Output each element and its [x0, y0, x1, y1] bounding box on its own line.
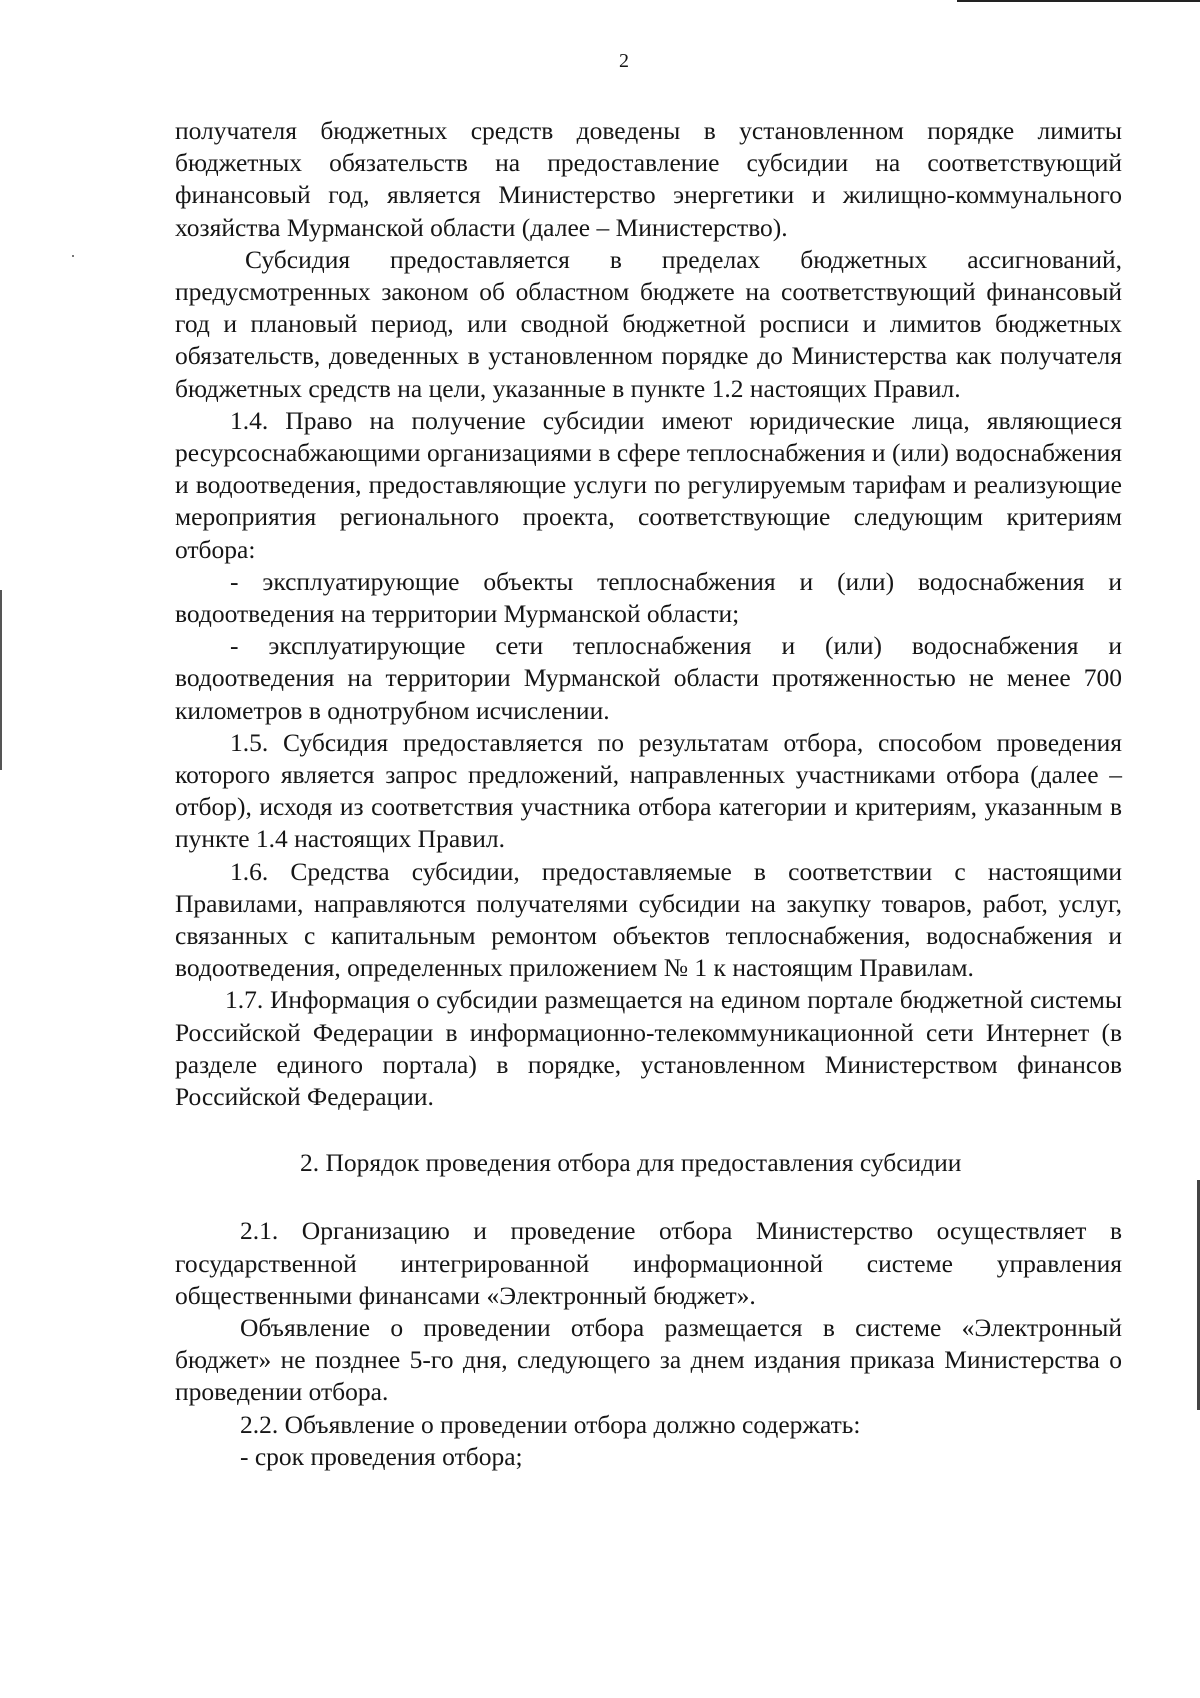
paragraph-1-7: 1.7. Информация о субсидии размещается на едином портале бюджетной системы Российской Федерации в информационно-телекоммуникационной сети Интернет (в разделе единого портала) в порядке, установленном Министерством финансов Российской Федерации.: [175, 985, 1122, 1112]
page-number: 2: [619, 50, 629, 72]
paragraph-1-4: 1.4. Право на получение субсидии имеют юридические лица, являющиеся ресурсоснабжающими организациями в сфере теплоснабжения и (или) водоснабжения и водоотведения, предоставляющие услуги по регулируемым тарифам и реализующие мероприятия регионального проекта, соответствующие следующим критериям отбора:: [175, 405, 1122, 564]
paragraph-continuation: получателя бюджетных средств доведены в установленном порядке лимиты бюджетных обязательств на предоставление субсидии на соответствующий финансовый год, является Министерство энергетики и жилищно-коммунального хозяйства Мурманской области (далее – Министерство).: [175, 116, 1122, 242]
document-body: [175, 115, 1122, 1473]
scan-artifact-top: [957, 0, 1200, 2]
paragraph-criterion-networks: - эксплуатирующие сети теплоснабжения и (или) водоснабжения и водоотведения на территории Мурманской области протяженностью не менее 700 километров в однотрубном исчислении.: [175, 631, 1122, 725]
paragraph-1-6: 1.6. Средства субсидии, предоставляемые в соответствии с настоящими Правилами, направляются получателями субсидии на закупку товаров, работ, услуг, связанных с капитальным ремонтом объектов теплоснабжения, водоснабжения и водоотведения, определенных приложением № 1 к настоящим Правилам.: [175, 856, 1122, 983]
section-2-heading: 2. Порядок проведения отбора для предоставления субсидии: [300, 1148, 962, 1178]
scan-artifact-dot: [72, 255, 74, 257]
paragraph-2-1: 2.1. Организацию и проведение отбора Министерство осуществляет в государственной интегрированной информационной системе управления общественными финансами «Электронный бюджет».: [175, 1216, 1122, 1310]
paragraph-subsidy-limits: Субсидия предоставляется в пределах бюджетных ассигнований, предусмотренных законом об областном бюджете на соответствующий финансовый год и плановый период, или сводной бюджетной росписи и лимитов бюджетных обязательств, доведенных в установленном порядке до Министерства как получателя бюджетных средств на цели, указанные в пункте 1.2 настоящих Правил.: [175, 244, 1122, 403]
paragraph-1-5: 1.5. Субсидия предоставляется по результатам отбора, способом проведения которого является запрос предложений, направленных участниками отбора (далее – отбор), исходя из соответствия участника отбора категории и критериям, указанным в пункте 1.4 настоящих Правил.: [175, 727, 1122, 854]
scan-artifact-left: [0, 590, 2, 770]
paragraph-announcement: Объявление о проведении отбора размещается в системе «Электронный бюджет» не позднее 5-го дня, следующего за днем издания приказа Министерства о проведении отбора.: [175, 1312, 1122, 1407]
paragraph-2-2: 2.2. Объявление о проведении отбора должно содержать:: [240, 1409, 861, 1439]
paragraph-criterion-objects: - эксплуатирующие объекты теплоснабжения и (или) водоснабжения и водоотведения на территории Мурманской области;: [175, 566, 1122, 629]
list-item-deadline: - срок проведения отбора;: [240, 1441, 523, 1471]
